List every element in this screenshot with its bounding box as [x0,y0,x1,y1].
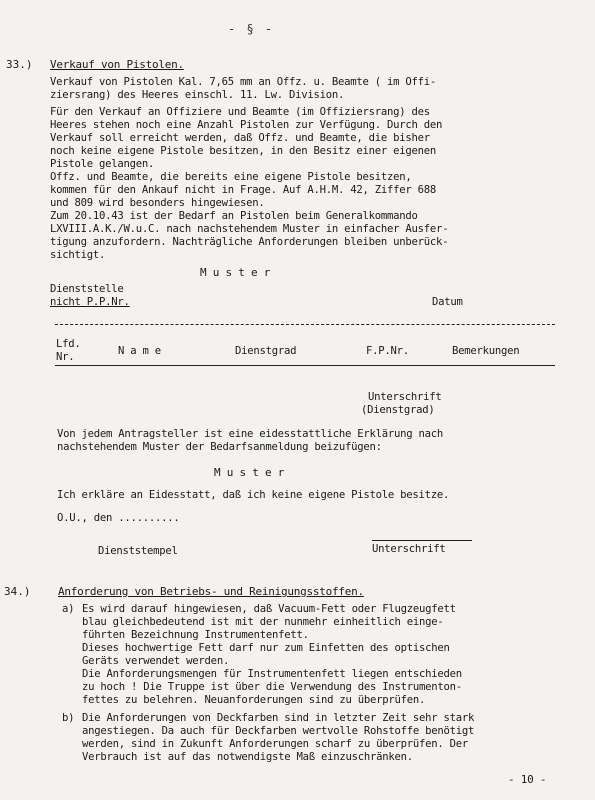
form1-col-fpnr: F.P.Nr. [366,345,409,357]
s33-line-1: ziersrang) des Heeres einschl. 11. Lw. Division. [50,89,345,101]
form2-heading: M u s t e r [214,466,285,479]
form1-header-rule [55,365,555,366]
form1-dienstgrad: (Dienstgrad) [361,404,435,416]
s33-line-3: Heeres stehen noch eine Anzahl Pistolen zur Verfügung. Durch den [50,119,443,131]
s33-line-6: Pistole gelangen. [50,158,155,170]
affidavit-line-0: Von jedem Antragsteller ist eine eidesstattliche Erklärung nach [57,428,444,440]
form1-col-bemerkungen: Bemerkungen [452,345,520,357]
s34-b-marker: b) [62,712,75,724]
form1-dienststelle: Dienststelle [50,283,124,295]
form1-col-name: N a m e [118,345,161,357]
form1-datum: Datum [432,296,463,308]
s33-line-12: tigung anzufordern. Nachträgliche Anforderungen bleiben unberück- [50,236,449,248]
form2-unterschrift: Unterschrift [372,543,446,555]
form2-declaration: Ich erkläre an Eidesstatt, daß ich keine eigene Pistole besitze. [57,489,450,501]
s34-a-line-5: Die Anforderungsmengen für Instrumentenfett liegen entschieden [82,668,462,680]
s33-line-0: Verkauf von Pistolen Kal. 7,65 mm an Offz. u. Beamte ( im Offi- [50,76,437,88]
form2-place-date: O.U., den .......... [57,512,180,524]
affidavit-line-1: nachstehendem Muster der Bedarfsanmeldung beizufügen: [57,441,382,453]
section-34-title: Anforderung von Betriebs- und Reinigungsstoffen. [58,585,364,598]
form1-col-nr: Nr. [56,351,75,363]
s34-b-line-1: angestiegen. Da auch für Deckfarben wertvolle Rohstoffe benötigt [82,725,475,737]
s34-b-line-0: Die Anforderungen von Deckfarben sind in letzter Zeit sehr stark [82,712,475,724]
s33-line-9: und 809 wird besonders hingewiesen. [50,197,265,209]
s34-b-line-2: werden, sind in Zukunft Anforderungen scharf zu überprüfen. Der [82,738,469,750]
s33-line-2: Für den Verkauf an Offiziere und Beamte (im Offiziersrang) des [50,106,430,118]
s34-a-line-7: fettes zu belehren. Neuanforderungen sind zu überprüfen. [82,694,426,706]
s34-b-line-3: Verbrauch ist auf das notwendigste Maß einzuschränken. [82,751,413,763]
header-mark: - § - [228,22,275,36]
s34-a-line-3: Dieses hochwertige Fett darf nur zum Einfetten des optischen [82,642,450,654]
section-34-number: 34.) [4,585,31,598]
form1-col-lfd: Lfd. [56,338,81,350]
s34-a-line-0: Es wird darauf hingewiesen, daß Vacuum-Fett oder Flugzeugfett [82,603,456,615]
form1-unterschrift: Unterschrift [368,391,442,403]
s34-a-line-1: blau gleichbedeutend ist mit der nunmehr einheitlich einge- [82,616,444,628]
section-33-number: 33.) [6,58,33,71]
s33-line-8: kommen für den Ankauf nicht in Frage. Auf A.H.M. 42, Ziffer 688 [50,184,437,196]
s34-a-marker: a) [62,603,75,615]
s33-line-7: Offz. und Beamte, die bereits eine eigene Pistole besitzen, [50,171,412,183]
form1-col-dienstgrad: Dienstgrad [235,345,297,357]
form1-separator [55,324,555,325]
section-33-title: Verkauf von Pistolen. [50,58,184,71]
s33-line-10: Zum 20.10.43 ist der Bedarf an Pistolen beim Generalkommando [50,210,418,222]
s34-a-line-2: führten Bezeichnung Instrumentenfett. [82,629,309,641]
s33-line-5: noch keine eigene Pistole besitzen, in den Besitz einer eigenen [50,145,437,157]
s33-line-13: sichtigt. [50,249,106,261]
page-number: - 10 - [508,773,547,786]
form1-nicht: nicht P.P.Nr. [50,296,130,308]
form2-dienststempel: Dienststempel [98,545,178,557]
s34-a-line-4: Geräts verwendet werden. [82,655,230,667]
form2-signature-line [372,540,472,541]
form1-heading: M u s t e r [200,266,271,279]
s34-a-line-6: zu hoch ! Die Truppe ist über die Verwendung des Instrumenton- [82,681,462,693]
s33-line-4: Verkauf soll erreicht werden, daß Offz. und Beamte, die bisher [50,132,430,144]
s33-line-11: LXVIII.A.K./W.u.C. nach nachstehendem Muster in einfacher Ausfer- [50,223,449,235]
